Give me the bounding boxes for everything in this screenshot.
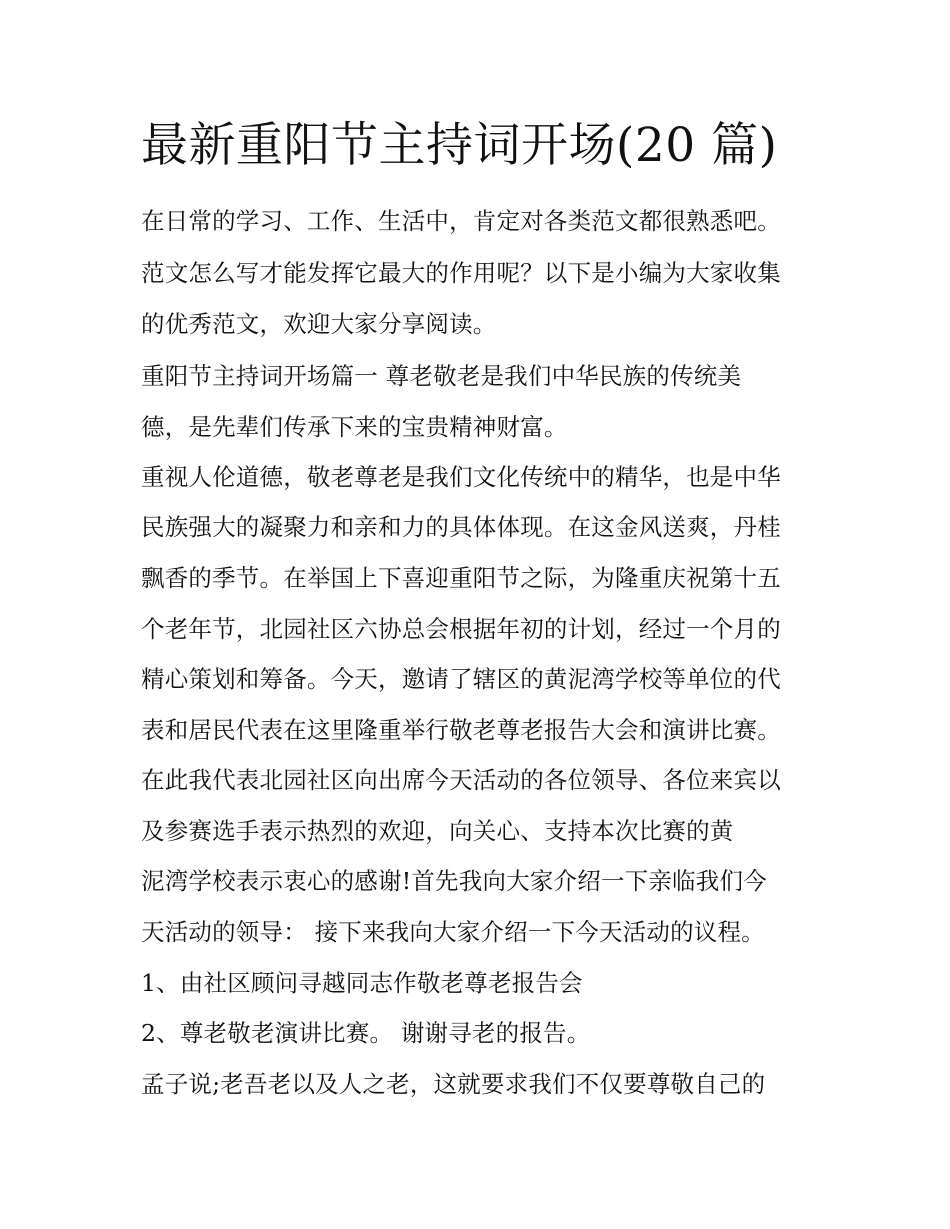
- text-line: 1、由社区顾问寻越同志作敬老尊老报告会: [141, 969, 583, 997]
- text-line: 个老年节，北园社区六协总会根据年初的计划，经过一个月的: [141, 615, 781, 643]
- text-line: 精心策划和筹备。今天，邀请了辖区的黄泥湾学校等单位的代: [141, 665, 781, 693]
- text-line: 表和居民代表在这里隆重举行敬老尊老报告大会和演讲比赛。: [141, 716, 781, 744]
- text-line: 孟子说;老吾老以及人之老，这就要求我们不仅要尊敬自己的: [141, 1070, 766, 1098]
- document-title: 最新重阳节主持词开场(20 篇): [141, 118, 778, 173]
- text-line: 范文怎么写才能发挥它最大的作用呢？以下是小编为大家收集: [141, 259, 781, 287]
- text-line: 民族强大的凝聚力和亲和力的具体体现。在这金风送爽，丹桂: [141, 513, 781, 541]
- text-line: 及参赛选手表示热烈的欢迎，向关心、支持本次比赛的黄: [141, 817, 734, 845]
- text-line: 天活动的领导： 接下来我向大家介绍一下今天活动的议程。: [141, 918, 765, 946]
- text-line: 重阳节主持词开场篇一 尊老敬老是我们中华民族的传统美: [141, 362, 742, 390]
- text-line: 飘香的季节。在举国上下喜迎重阳节之际，为隆重庆祝第十五: [141, 564, 781, 592]
- text-line: 重视人伦道德，敬老尊老是我们文化传统中的精华，也是中华: [141, 463, 781, 491]
- text-line: 在日常的学习、工作、生活中，肯定对各类范文都很熟悉吧。: [141, 207, 781, 235]
- text-line: 2、尊老敬老演讲比赛。 谢谢寻老的报告。: [141, 1019, 591, 1047]
- text-line: 泥湾学校表示衷心的感谢!首先我向大家介绍一下亲临我们今: [141, 867, 767, 895]
- text-line: 德，是先辈们传承下来的宝贵精神财富。: [141, 413, 568, 441]
- text-line: 的优秀范文，欢迎大家分享阅读。: [141, 310, 497, 338]
- text-line: 在此我代表北园社区向出席今天活动的各位领导、各位来宾以: [141, 766, 781, 794]
